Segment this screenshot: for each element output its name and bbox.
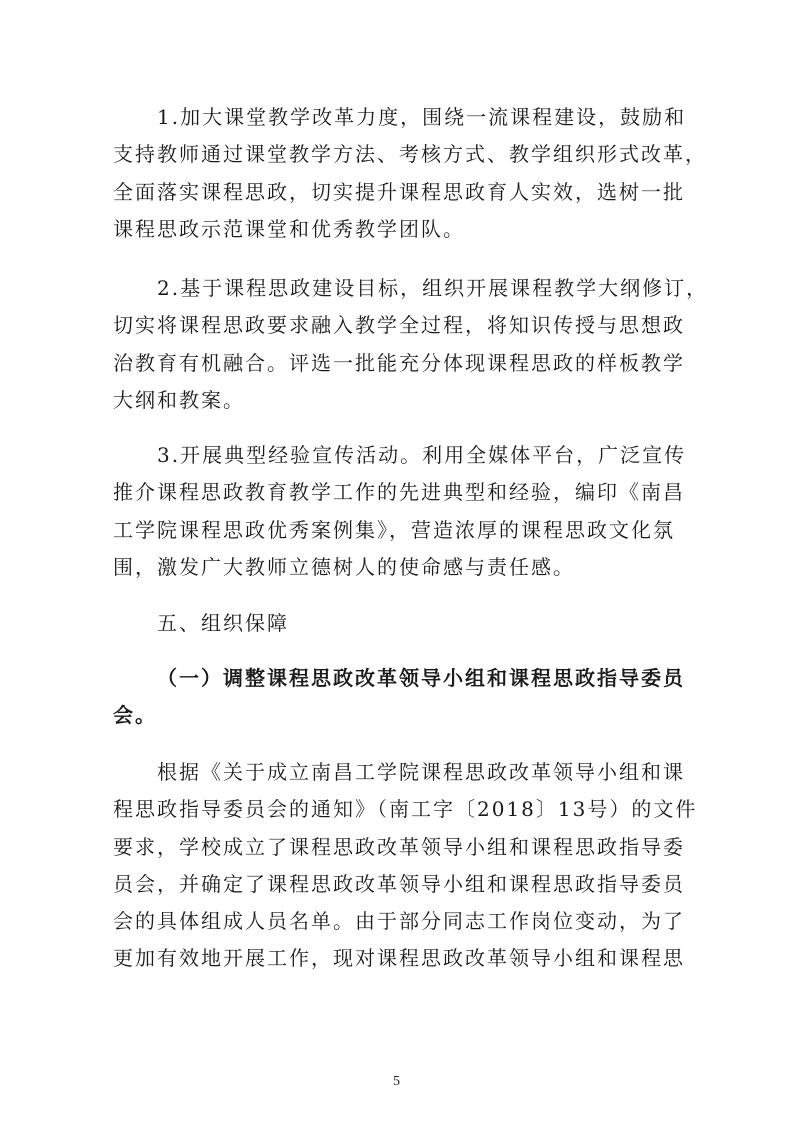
text-line: 支持教师通过课堂教学方法、考核方式、教学组织形式改革， xyxy=(113,142,707,167)
text-line: 更加有效地开展工作，现对课程思政改革领导小组和课程思 xyxy=(113,946,685,971)
text-line: 3.开展典型经验宣传活动。利用全媒体平台，广泛宣传 xyxy=(157,443,687,467)
text-line: 切实将课程思政要求融入教学全过程，将知识传授与思想政 xyxy=(113,313,685,338)
paragraph-syllabus-revision xyxy=(113,270,709,419)
text-line: 员会，并确定了课程思政改革领导小组和课程思政指导委员 xyxy=(113,871,685,896)
text-line: 会的具体组成人员名单。由于部分同志工作岗位变动，为了 xyxy=(113,909,685,934)
text-line: 全面落实课程思政，切实提升课程思政育人实效，选树一批 xyxy=(113,179,685,204)
text-line: （一）调整课程思政改革领导小组和课程思政指导委员 xyxy=(157,666,685,690)
page-number: 5 xyxy=(393,1074,400,1089)
text-line: 根据《关于成立南昌工学院课程思政改革领导小组和课 xyxy=(157,760,685,784)
sub-heading xyxy=(113,660,683,735)
paragraph-publicity xyxy=(113,437,687,586)
paragraph-committee xyxy=(113,754,698,978)
text-line: 围，激发广大教师立德树人的使命感与责任感。 xyxy=(113,554,575,579)
text-line: 课程思政示范课堂和优秀教学团队。 xyxy=(113,216,465,241)
section-heading: 五、组织保障 xyxy=(157,611,289,635)
text-line: 治教育有机融合。评选一批能充分体现课程思政的样板教学 xyxy=(113,350,685,375)
text-line: 1.加大课堂教学改革力度，围绕一流课程建设，鼓励和 xyxy=(157,105,687,129)
text-line: 推介课程思政教育教学工作的先进典型和经验，编印《南昌 xyxy=(113,480,685,505)
paragraph-reform-classroom xyxy=(113,99,707,248)
text-line: 会。 xyxy=(113,703,157,728)
text-line: 2.基于课程思政建设目标，组织开展课程教学大纲修订， xyxy=(157,276,709,300)
text-line: 程思政指导委员会的通知》（南工字〔2018〕13号）的文件 xyxy=(113,797,698,822)
text-line: 要求，学校成立了课程思政改革领导小组和课程思政指导委 xyxy=(113,834,685,859)
text-line: 工学院课程思政优秀案例集》，营造浓厚的课程思政文化氛 xyxy=(113,517,675,542)
text-line: 大纲和教案。 xyxy=(113,387,245,412)
